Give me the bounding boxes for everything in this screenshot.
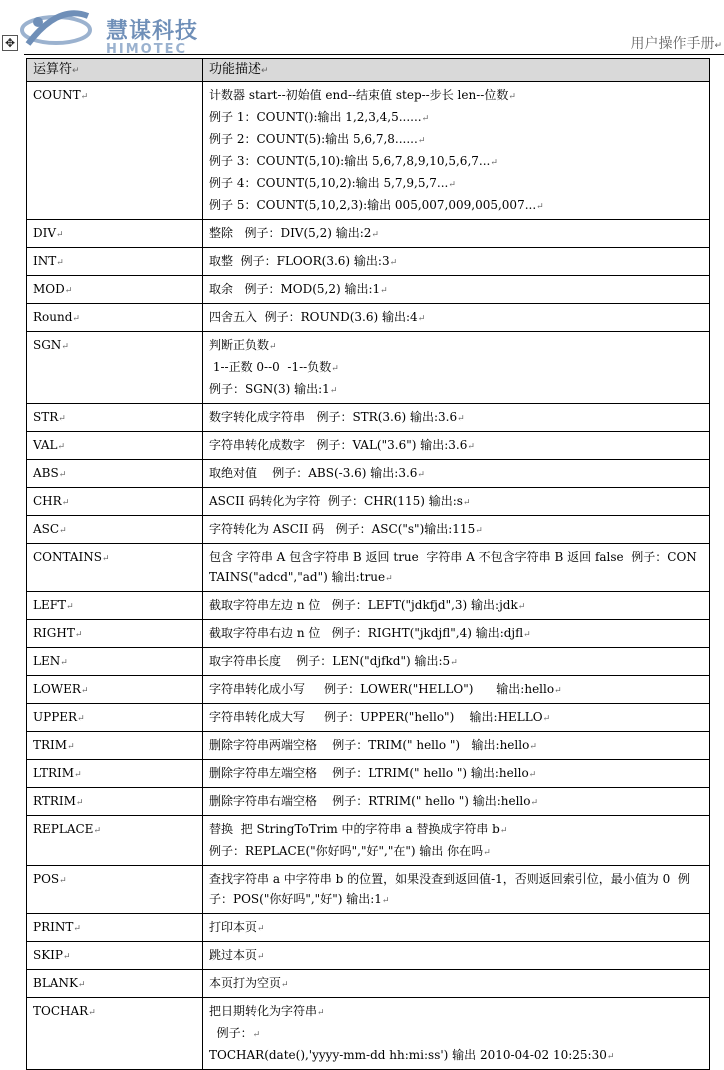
description-cell xyxy=(203,970,710,998)
description-cell xyxy=(203,648,710,676)
table-row xyxy=(27,866,710,914)
table-row xyxy=(27,970,710,998)
description-line: 例子：↵ xyxy=(209,1026,261,1040)
description-cell xyxy=(203,704,710,732)
operator-name: COUNT xyxy=(33,88,81,102)
description-cell xyxy=(203,516,710,544)
description-cell xyxy=(203,620,710,648)
logo-english-name: HIMOTEC xyxy=(106,42,187,57)
operator-cell: RTRIM↵ xyxy=(27,788,203,816)
operator-name: LEFT xyxy=(33,598,67,612)
description-line: 跳过本页↵ xyxy=(209,948,265,962)
company-logo xyxy=(18,8,199,57)
description-line: 例子：SGN(3) 输出:1↵ xyxy=(209,382,338,396)
operator-name: DIV xyxy=(33,226,57,240)
operator-cell: ABS↵ xyxy=(27,460,203,488)
description-line: 取余 例子：MOD(5,2) 输出:1↵ xyxy=(209,282,388,296)
description-line: 取绝对值 例子：ABS(-3.6) 输出:3.6↵ xyxy=(209,466,425,480)
table-row xyxy=(27,516,710,544)
table-row xyxy=(27,676,710,704)
description-cell xyxy=(203,788,710,816)
operator-name: CHR xyxy=(33,494,62,508)
description-line: 整除 例子：DIV(5,2) 输出:2↵ xyxy=(209,226,379,240)
table-row xyxy=(27,732,710,760)
operator-cell: UPPER↵ xyxy=(27,704,203,732)
description-cell xyxy=(203,732,710,760)
description-cell xyxy=(203,276,710,304)
description-line: 例子 3：COUNT(5,10):输出 5,6,7,8,9,10,5,6,7...↵ xyxy=(209,154,498,168)
column-header-description: 功能描述↵ xyxy=(203,59,710,82)
operator-name: Round xyxy=(33,310,73,324)
operator-name: TRIM xyxy=(33,738,68,752)
description-cell xyxy=(203,432,710,460)
description-line: 包含 字符串 A 包含字符串 B 返回 true 字符串 A 不包含字符串 B 返回 false 例子：CONTAINS("adcd","ad") 输出:true↵ xyxy=(209,550,697,584)
description-line: 把日期转化为字符串↵ xyxy=(209,1004,325,1018)
description-line: 截取字符串左边 n 位 例子：LEFT("jdkfjd",3) 输出:jdk↵ xyxy=(209,598,526,612)
table-row xyxy=(27,620,710,648)
operator-name: RIGHT xyxy=(33,626,75,640)
description-line: ASCII 码转化为字符 例子：CHR(115) 输出:s↵ xyxy=(209,494,471,508)
operator-name: CONTAINS xyxy=(33,550,102,564)
operator-cell: SKIP↵ xyxy=(27,942,203,970)
description-cell xyxy=(203,942,710,970)
table-move-handle-icon[interactable]: ✥ xyxy=(2,35,18,51)
description-line: 计数器 start--初始值 end--结束值 step--步长 len--位数↵ xyxy=(209,88,516,102)
logo-swoosh-icon xyxy=(18,8,98,52)
description-line: 查找字符串 a 中字符串 b 的位置，如果没查到返回值-1，否则返回索引位，最小值为 0 例子：POS("你好吗","好") 输出:1↵ xyxy=(209,872,690,906)
description-cell xyxy=(203,304,710,332)
table-row xyxy=(27,248,710,276)
description-line: 取字符串长度 例子：LEN("djfkd") 输出:5↵ xyxy=(209,654,458,668)
header-divider xyxy=(24,54,724,55)
description-cell xyxy=(203,676,710,704)
operator-name: BLANK xyxy=(33,976,78,990)
operator-name: ASC xyxy=(33,522,60,536)
description-cell xyxy=(203,488,710,516)
description-line: 打印本页↵ xyxy=(209,920,265,934)
description-cell xyxy=(203,404,710,432)
operator-name: LEN xyxy=(33,654,61,668)
table-row xyxy=(27,648,710,676)
operator-name: STR xyxy=(33,410,59,424)
operator-cell: LEN↵ xyxy=(27,648,203,676)
table-row xyxy=(27,276,710,304)
operator-name: UPPER xyxy=(33,710,78,724)
operator-cell: CONTAINS↵ xyxy=(27,544,203,592)
description-cell xyxy=(203,998,710,1070)
operator-cell: COUNT↵ xyxy=(27,82,203,220)
operator-cell: VAL↵ xyxy=(27,432,203,460)
operator-cell: LOWER↵ xyxy=(27,676,203,704)
operator-cell: LEFT↵ xyxy=(27,592,203,620)
table-row xyxy=(27,332,710,404)
description-line: 取整 例子：FLOOR(3.6) 输出:3↵ xyxy=(209,254,398,268)
operator-cell: INT↵ xyxy=(27,248,203,276)
table-row xyxy=(27,998,710,1070)
logo-chinese-name: 慧谋科技 xyxy=(106,19,199,44)
operator-cell: TOCHAR↵ xyxy=(27,998,203,1070)
operator-cell: Round↵ xyxy=(27,304,203,332)
operator-cell: PRINT↵ xyxy=(27,914,203,942)
operator-cell: MOD↵ xyxy=(27,276,203,304)
operator-name: REPLACE xyxy=(33,822,94,836)
operator-table xyxy=(26,58,710,1070)
description-cell xyxy=(203,760,710,788)
operator-cell: ASC↵ xyxy=(27,516,203,544)
operator-cell: STR↵ xyxy=(27,404,203,432)
table-row xyxy=(27,404,710,432)
operator-name: SKIP xyxy=(33,948,63,962)
operator-cell: POS↵ xyxy=(27,866,203,914)
operator-cell: RIGHT↵ xyxy=(27,620,203,648)
description-line: 字符串转化成大写 例子：UPPER("hello") 输出:HELLO↵ xyxy=(209,710,551,724)
description-cell xyxy=(203,816,710,866)
description-cell xyxy=(203,220,710,248)
table-row xyxy=(27,816,710,866)
description-line: 数字转化成字符串 例子：STR(3.6) 输出:3.6↵ xyxy=(209,410,465,424)
description-line: 删除字符串左端空格 例子：LTRIM(" hello ") 输出:hello↵ xyxy=(209,766,537,780)
operator-name: SGN xyxy=(33,338,62,352)
description-line: TOCHAR(date(),'yyyy-mm-dd hh:mi:ss') 输出 2010-04-02 10:25:30↵ xyxy=(209,1048,615,1062)
description-line: 例子 5：COUNT(5,10,2,3):输出 005,007,009,005,007...↵ xyxy=(209,198,544,212)
table-row xyxy=(27,488,710,516)
description-cell xyxy=(203,544,710,592)
operator-name: TOCHAR xyxy=(33,1004,89,1018)
table-row xyxy=(27,914,710,942)
description-cell xyxy=(203,248,710,276)
description-line: 字符转化为 ASCII 码 例子：ASC("s")输出:115↵ xyxy=(209,522,483,536)
description-cell xyxy=(203,332,710,404)
table-row xyxy=(27,704,710,732)
description-line: 字符串转化成小写 例子：LOWER("HELLO") 输出:hello↵ xyxy=(209,682,562,696)
operator-cell: LTRIM↵ xyxy=(27,760,203,788)
description-line: 例子 2：COUNT(5):输出 5,6,7,8......↵ xyxy=(209,132,426,146)
description-line: 例子：REPLACE("你好吗","好","在") 输出 你在吗↵ xyxy=(209,844,491,858)
description-cell xyxy=(203,592,710,620)
description-line: 1--正数 0--0 -1--负数↵ xyxy=(209,360,339,374)
description-cell xyxy=(203,82,710,220)
operator-name: POS xyxy=(33,872,60,886)
operator-cell: TRIM↵ xyxy=(27,732,203,760)
column-header-operator: 运算符↵ xyxy=(27,59,203,82)
description-line: 删除字符串两端空格 例子：TRIM(" hello ") 输出:hello↵ xyxy=(209,738,537,752)
table-row xyxy=(27,220,710,248)
operator-cell: SGN↵ xyxy=(27,332,203,404)
table-header-row xyxy=(27,59,710,82)
description-line: 替换 把 StringToTrim 中的字符串 a 替换成字符串 b↵ xyxy=(209,822,508,836)
table-row xyxy=(27,942,710,970)
operator-name: VAL xyxy=(33,438,58,452)
operator-name: PRINT xyxy=(33,920,74,934)
table-row xyxy=(27,788,710,816)
description-line: 四舍五入 例子：ROUND(3.6) 输出:4↵ xyxy=(209,310,426,324)
operator-name: MOD xyxy=(33,282,65,296)
operator-name: RTRIM xyxy=(33,794,76,808)
manual-title: 用户操作手册↵ xyxy=(630,36,722,52)
description-cell xyxy=(203,460,710,488)
description-line: 判断正负数↵ xyxy=(209,338,277,352)
description-cell xyxy=(203,914,710,942)
description-line: 例子 4：COUNT(5,10,2):输出 5,7,9,5,7...↵ xyxy=(209,176,456,190)
description-cell xyxy=(203,866,710,914)
operator-name: ABS xyxy=(33,466,59,480)
description-line: 截取字符串右边 n 位 例子：RIGHT("jkdjfl",4) 输出:djfl↵ xyxy=(209,626,531,640)
operator-cell: REPLACE↵ xyxy=(27,816,203,866)
operator-name: INT xyxy=(33,254,57,268)
table-row xyxy=(27,592,710,620)
description-line: 例子 1：COUNT():输出 1,2,3,4,5......↵ xyxy=(209,110,430,124)
table-row xyxy=(27,460,710,488)
description-line: 本页打为空页↵ xyxy=(209,976,289,990)
table-row xyxy=(27,82,710,220)
description-line: 删除字符串右端空格 例子：RTRIM(" hello ") 输出:hello↵ xyxy=(209,794,539,808)
operator-cell: CHR↵ xyxy=(27,488,203,516)
operator-cell: DIV↵ xyxy=(27,220,203,248)
operator-cell: BLANK↵ xyxy=(27,970,203,998)
operator-name: LTRIM xyxy=(33,766,75,780)
description-line: 字符串转化成数字 例子：VAL("3.6") 输出:3.6↵ xyxy=(209,438,475,452)
table-row xyxy=(27,544,710,592)
operator-name: LOWER xyxy=(33,682,81,696)
table-row xyxy=(27,432,710,460)
table-row xyxy=(27,304,710,332)
table-row xyxy=(27,760,710,788)
